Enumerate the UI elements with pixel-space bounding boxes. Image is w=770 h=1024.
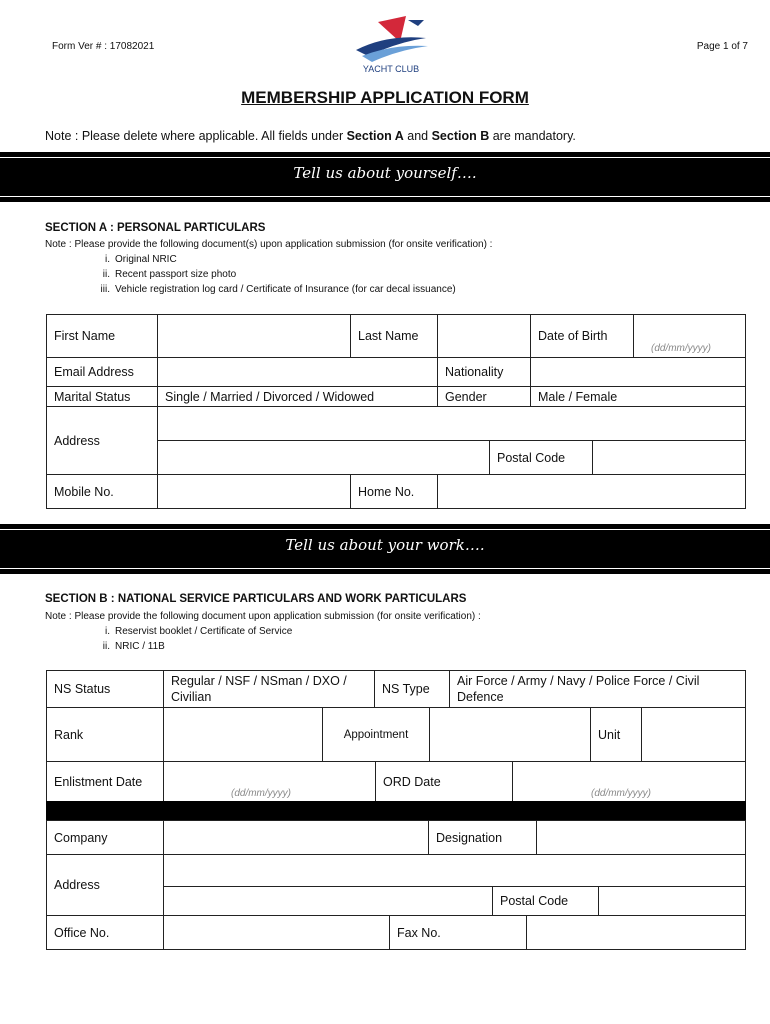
mobile-field[interactable] bbox=[157, 474, 351, 509]
list-item: ii. NRIC / 11B bbox=[102, 641, 165, 652]
section-b-note: Note : Please provide the following document upon application submission (for onsite verification) : bbox=[45, 611, 481, 622]
company-field[interactable] bbox=[163, 820, 429, 855]
designation-label: Designation bbox=[428, 820, 537, 855]
yacht-club-logo bbox=[348, 12, 434, 78]
rank-label: Rank bbox=[46, 707, 164, 762]
address-label: Address bbox=[46, 406, 158, 475]
gender-label: Gender bbox=[437, 386, 531, 407]
address-line-1[interactable] bbox=[157, 406, 746, 441]
postal-code-label: Postal Code bbox=[489, 440, 593, 475]
work-address-label: Address bbox=[46, 854, 164, 916]
main-note: Note : Please delete where applicable. All fields under Section A and Section B are mandatory. bbox=[45, 129, 576, 143]
appointment-label: Appointment bbox=[322, 707, 430, 762]
appointment-field[interactable] bbox=[429, 707, 591, 762]
section-b-doc-list bbox=[90, 624, 292, 654]
page-title: MEMBERSHIP APPLICATION FORM bbox=[241, 88, 529, 107]
dob-label: Date of Birth bbox=[530, 314, 634, 358]
first-name-field[interactable] bbox=[157, 314, 351, 358]
banner-work-text: Tell us about your work…. bbox=[285, 536, 485, 554]
first-name-label: First Name bbox=[46, 314, 158, 358]
gender-options[interactable]: Male / Female bbox=[530, 386, 746, 407]
logo-text: YACHT CLUB bbox=[362, 64, 420, 74]
work-address-line-1[interactable] bbox=[163, 854, 746, 887]
last-name-label: Last Name bbox=[350, 314, 438, 358]
nationality-label: Nationality bbox=[437, 357, 531, 387]
banner-work bbox=[0, 524, 770, 574]
list-item: i. Original NRIC bbox=[105, 254, 177, 265]
enlistment-placeholder: (dd/mm/yyyy) bbox=[231, 788, 291, 799]
mobile-label: Mobile No. bbox=[46, 474, 158, 509]
last-name-field[interactable] bbox=[437, 314, 531, 358]
section-a-note: Note : Please provide the following document(s) upon application submission (for onsite verification) : bbox=[45, 239, 493, 250]
home-field[interactable] bbox=[437, 474, 746, 509]
dob-placeholder: (dd/mm/yyyy) bbox=[651, 343, 711, 354]
ns-type-options[interactable]: Air Force / Army / Navy / Police Force / Civil Defence bbox=[449, 670, 746, 708]
marital-options[interactable]: Single / Married / Divorced / Widowed bbox=[157, 386, 438, 407]
email-label: Email Address bbox=[46, 357, 158, 387]
enlistment-label: Enlistment Date bbox=[46, 761, 164, 802]
home-label: Home No. bbox=[350, 474, 438, 509]
rank-field[interactable] bbox=[163, 707, 323, 762]
ns-status-options[interactable]: Regular / NSF / NSman / DXO / Civilian bbox=[163, 670, 375, 708]
postal-code-field[interactable] bbox=[592, 440, 746, 475]
work-postal-field[interactable] bbox=[598, 886, 746, 916]
office-field[interactable] bbox=[163, 915, 390, 950]
ord-placeholder: (dd/mm/yyyy) bbox=[591, 788, 651, 799]
nationality-field[interactable] bbox=[530, 357, 746, 387]
office-label: Office No. bbox=[46, 915, 164, 950]
banner-yourself bbox=[0, 152, 770, 202]
marital-label: Marital Status bbox=[46, 386, 158, 407]
fax-field[interactable] bbox=[526, 915, 746, 950]
email-field[interactable] bbox=[157, 357, 438, 387]
unit-field[interactable] bbox=[641, 707, 746, 762]
section-a-title: SECTION A : PERSONAL PARTICULARS bbox=[45, 222, 266, 234]
list-item: iii. Vehicle registration log card / Certificate of Insurance (for car decal issuance) bbox=[100, 284, 456, 295]
section-b-title: SECTION B : NATIONAL SERVICE PARTICULARS AND WORK PARTICULARS bbox=[45, 593, 467, 605]
fax-label: Fax No. bbox=[389, 915, 527, 950]
work-address-line-2[interactable] bbox=[163, 886, 493, 916]
list-item: ii. Recent passport size photo bbox=[102, 269, 237, 280]
unit-label: Unit bbox=[590, 707, 642, 762]
work-postal-label: Postal Code bbox=[492, 886, 599, 916]
page-number: Page 1 of 7 bbox=[696, 41, 748, 52]
sail-logo-icon bbox=[348, 12, 434, 66]
banner-yourself-text: Tell us about yourself…. bbox=[293, 164, 477, 182]
list-item: i. Reservist booklet / Certificate of Service bbox=[105, 626, 293, 637]
form-version: Form Ver # : 17082021 bbox=[52, 41, 155, 52]
section-a-doc-list bbox=[90, 252, 456, 297]
designation-field[interactable] bbox=[536, 820, 746, 855]
ns-status-label: NS Status bbox=[46, 670, 164, 708]
address-line-2[interactable] bbox=[157, 440, 490, 475]
ns-type-label: NS Type bbox=[374, 670, 450, 708]
divider-bar bbox=[46, 801, 746, 821]
ord-label: ORD Date bbox=[375, 761, 513, 802]
company-label: Company bbox=[46, 820, 164, 855]
